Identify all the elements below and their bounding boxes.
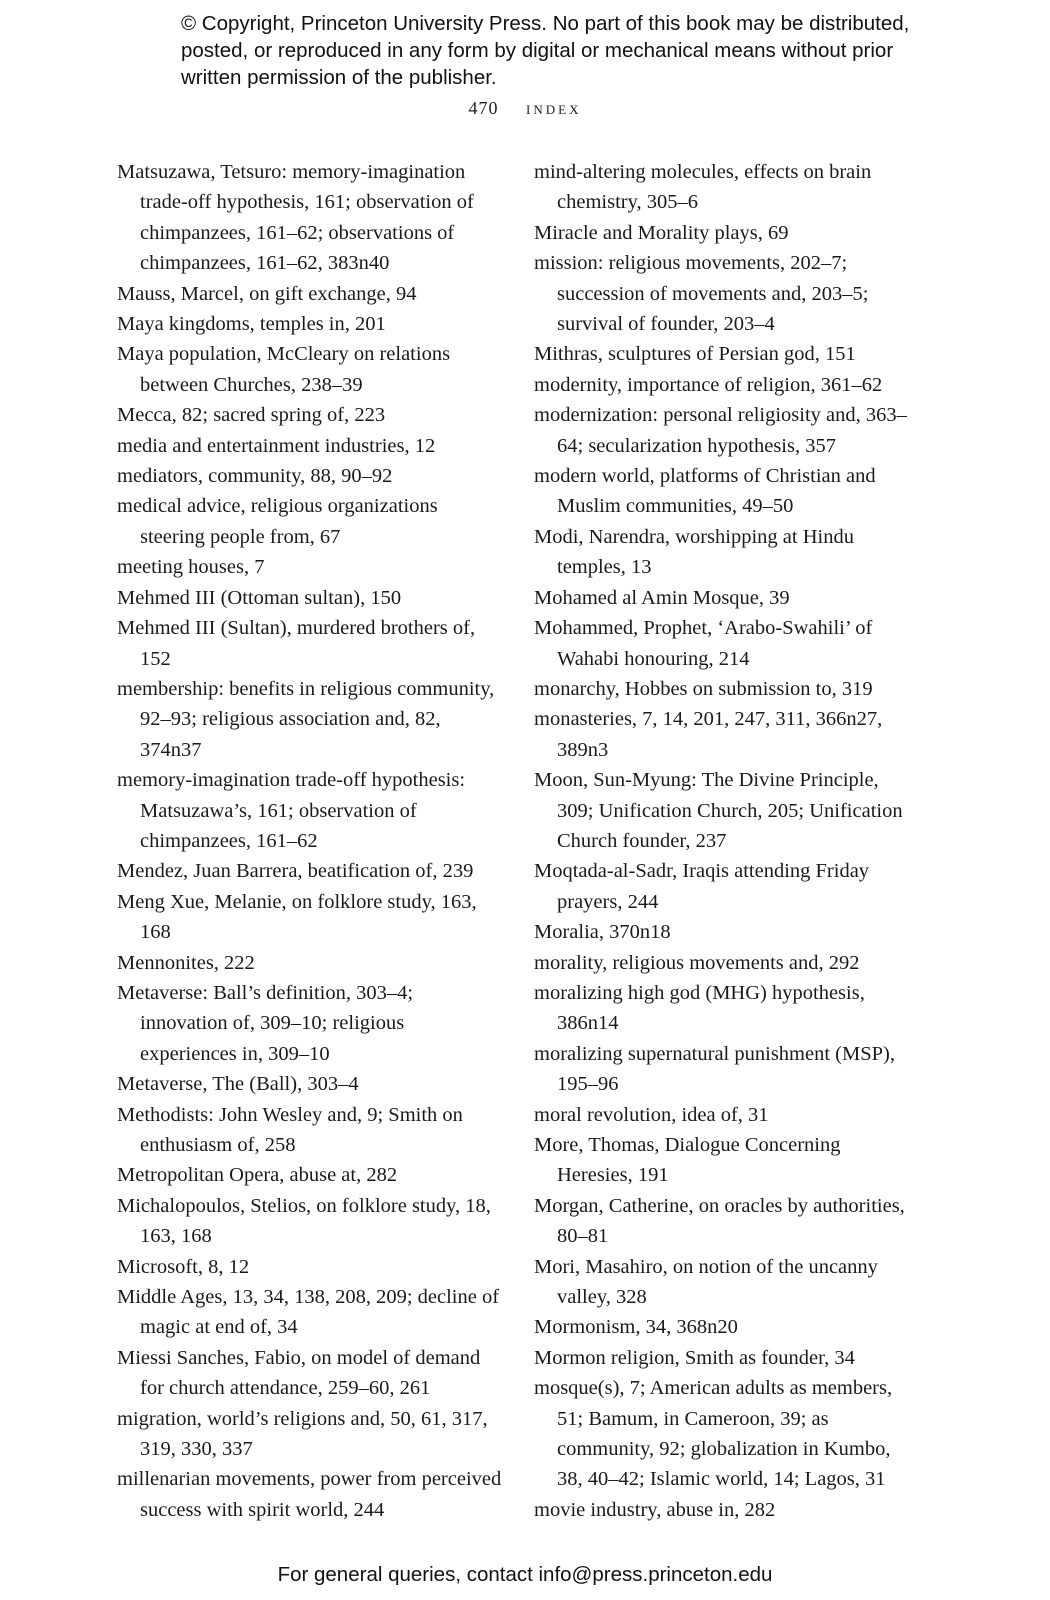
contact-footer: For general queries, contact info@press.princeton.edu — [277, 1563, 773, 1586]
index-entry: migration, world’s religions and, 50, 61, 317, 319, 330, 337 — [117, 1407, 488, 1461]
index-entry: Metaverse, The (Ball), 303–4 — [117, 1073, 359, 1096]
index-column-right — [534, 157, 914, 1525]
index-entry: Maya kingdoms, temples in, 201 — [117, 313, 386, 336]
index-entry: medical advice, religious organizations steering people from, 67 — [117, 495, 438, 548]
index-entry: Moralia, 370n18 — [534, 921, 671, 944]
index-entry: Michalopoulos, Stelios, on folklore study, 18, 163, 168 — [117, 1194, 491, 1248]
index-entry: media and entertainment industries, 12 — [117, 434, 436, 457]
index-entry: moralizing high god (MHG) hypothesis, 386n14 — [534, 981, 865, 1035]
page-number: 470 — [468, 98, 499, 118]
index-entry: moral revolution, idea of, 31 — [534, 1103, 769, 1126]
index-entry: monarchy, Hobbes on submission to, 319 — [534, 677, 873, 700]
index-entry: Mendez, Juan Barrera, beatification of, 239 — [117, 860, 474, 883]
running-head — [0, 98, 1050, 119]
index-entry: mosque(s), 7; American adults as members, 51; Bamum, in Cameroon, 39; as community, 92; globalization in Kumbo, 38, 40–42; Islamic world, 14; Lagos, 31 — [534, 1377, 893, 1491]
index-entry: Microsoft, 8, 12 — [117, 1255, 250, 1278]
index-entry: meeting houses, 7 — [117, 556, 265, 579]
index-entry: Mori, Masahiro, on notion of the uncanny valley, 328 — [534, 1255, 878, 1309]
index-entry: Mohammed, Prophet, ‘Arabo-Swahili’ of Wahabi honouring, 214 — [534, 617, 873, 670]
index-entry: More, Thomas, Dialogue Concerning Heresies, 191 — [534, 1134, 841, 1187]
index-entry: Mormonism, 34, 368n20 — [534, 1316, 738, 1339]
index-entry: monasteries, 7, 14, 201, 247, 311, 366n27, 389n3 — [534, 708, 883, 761]
index-entry: Mauss, Marcel, on gift exchange, 94 — [117, 282, 417, 305]
index-entry: memory-imagination trade-off hypothesis: Matsuzawa’s, 161; observation of chimpanzees, 161–62 — [117, 769, 466, 852]
index-entry: morality, religious movements and, 292 — [534, 951, 860, 974]
index-entry: Mithras, sculptures of Persian god, 151 — [534, 343, 856, 366]
index-entry: Morgan, Catherine, on oracles by authorities, 80–81 — [534, 1194, 905, 1248]
index-entry: mission: religious movements, 202–7; succession of movements and, 203–5; survival of founder, 203–4 — [534, 252, 869, 336]
index-entry: Metaverse: Ball’s definition, 303–4; innovation of, 309–10; religious experiences in, 309–10 — [117, 981, 414, 1065]
index-entry: mind-altering molecules, effects on brain chemistry, 305–6 — [534, 161, 872, 214]
index-entry: Mehmed III (Ottoman sultan), 150 — [117, 586, 402, 609]
index-entry: Methodists: John Wesley and, 9; Smith on enthusiasm of, 258 — [117, 1103, 463, 1156]
index-entry: modern world, platforms of Christian and Muslim communities, 49–50 — [534, 465, 876, 518]
index-entry: Mohamed al Amin Mosque, 39 — [534, 586, 790, 609]
section-title: index — [526, 98, 582, 118]
index-entry: Mormon religion, Smith as founder, 34 — [534, 1346, 855, 1369]
index-entry: membership: benefits in religious community, 92–93; religious association and, 82, 374n37 — [117, 677, 495, 761]
index-entry: Maya population, McCleary on relations between Churches, 238–39 — [117, 343, 451, 396]
index-entry: millenarian movements, power from perceived success with spirit world, 244 — [117, 1468, 502, 1521]
index-entry: Matsuzawa, Tetsuro: memory-imagination trade-off hypothesis, 161; observation of chimpanzees, 161–62; observations of chimpanzees, 161–62, 383n40 — [117, 161, 474, 275]
index-entry: Mecca, 82; sacred spring of, 223 — [117, 404, 386, 427]
index-entry: modernization: personal religiosity and, 363–64; secularization hypothesis, 357 — [534, 404, 907, 457]
index-entry: Miessi Sanches, Fabio, on model of demand for church attendance, 259–60, 261 — [117, 1346, 481, 1400]
index-entry: Middle Ages, 13, 34, 138, 208, 209; decline of magic at end of, 34 — [117, 1286, 500, 1339]
copyright-notice: © Copyright, Princeton University Press. No part of this book may be distributed, posted, or reproduced in any form by digital or mechanical means without prior written permission of the publisher. — [181, 12, 910, 89]
index-entry: Moqtada-al-Sadr, Iraqis attending Friday prayers, 244 — [534, 860, 870, 913]
index-entry: Meng Xue, Melanie, on folklore study, 163, 168 — [117, 890, 477, 944]
index-entry: Modi, Narendra, worshipping at Hindu temples, 13 — [534, 525, 854, 579]
index-entry: Metropolitan Opera, abuse at, 282 — [117, 1164, 398, 1187]
index-column-left — [117, 157, 502, 1525]
index-entry: movie industry, abuse in, 282 — [534, 1498, 776, 1521]
index-entry: modernity, importance of religion, 361–62 — [534, 373, 883, 396]
index-entry: Mehmed III (Sultan), murdered brothers of, 152 — [117, 617, 476, 670]
index-entry: mediators, community, 88, 90–92 — [117, 465, 393, 488]
index-entry: Miracle and Morality plays, 69 — [534, 221, 789, 244]
index-entry: moralizing supernatural punishment (MSP), 195–96 — [534, 1042, 895, 1096]
index-entry: Mennonites, 222 — [117, 951, 255, 974]
index-entry: Moon, Sun-Myung: The Divine Principle, 309; Unification Church, 205; Unification Church founder, 237 — [534, 769, 903, 852]
